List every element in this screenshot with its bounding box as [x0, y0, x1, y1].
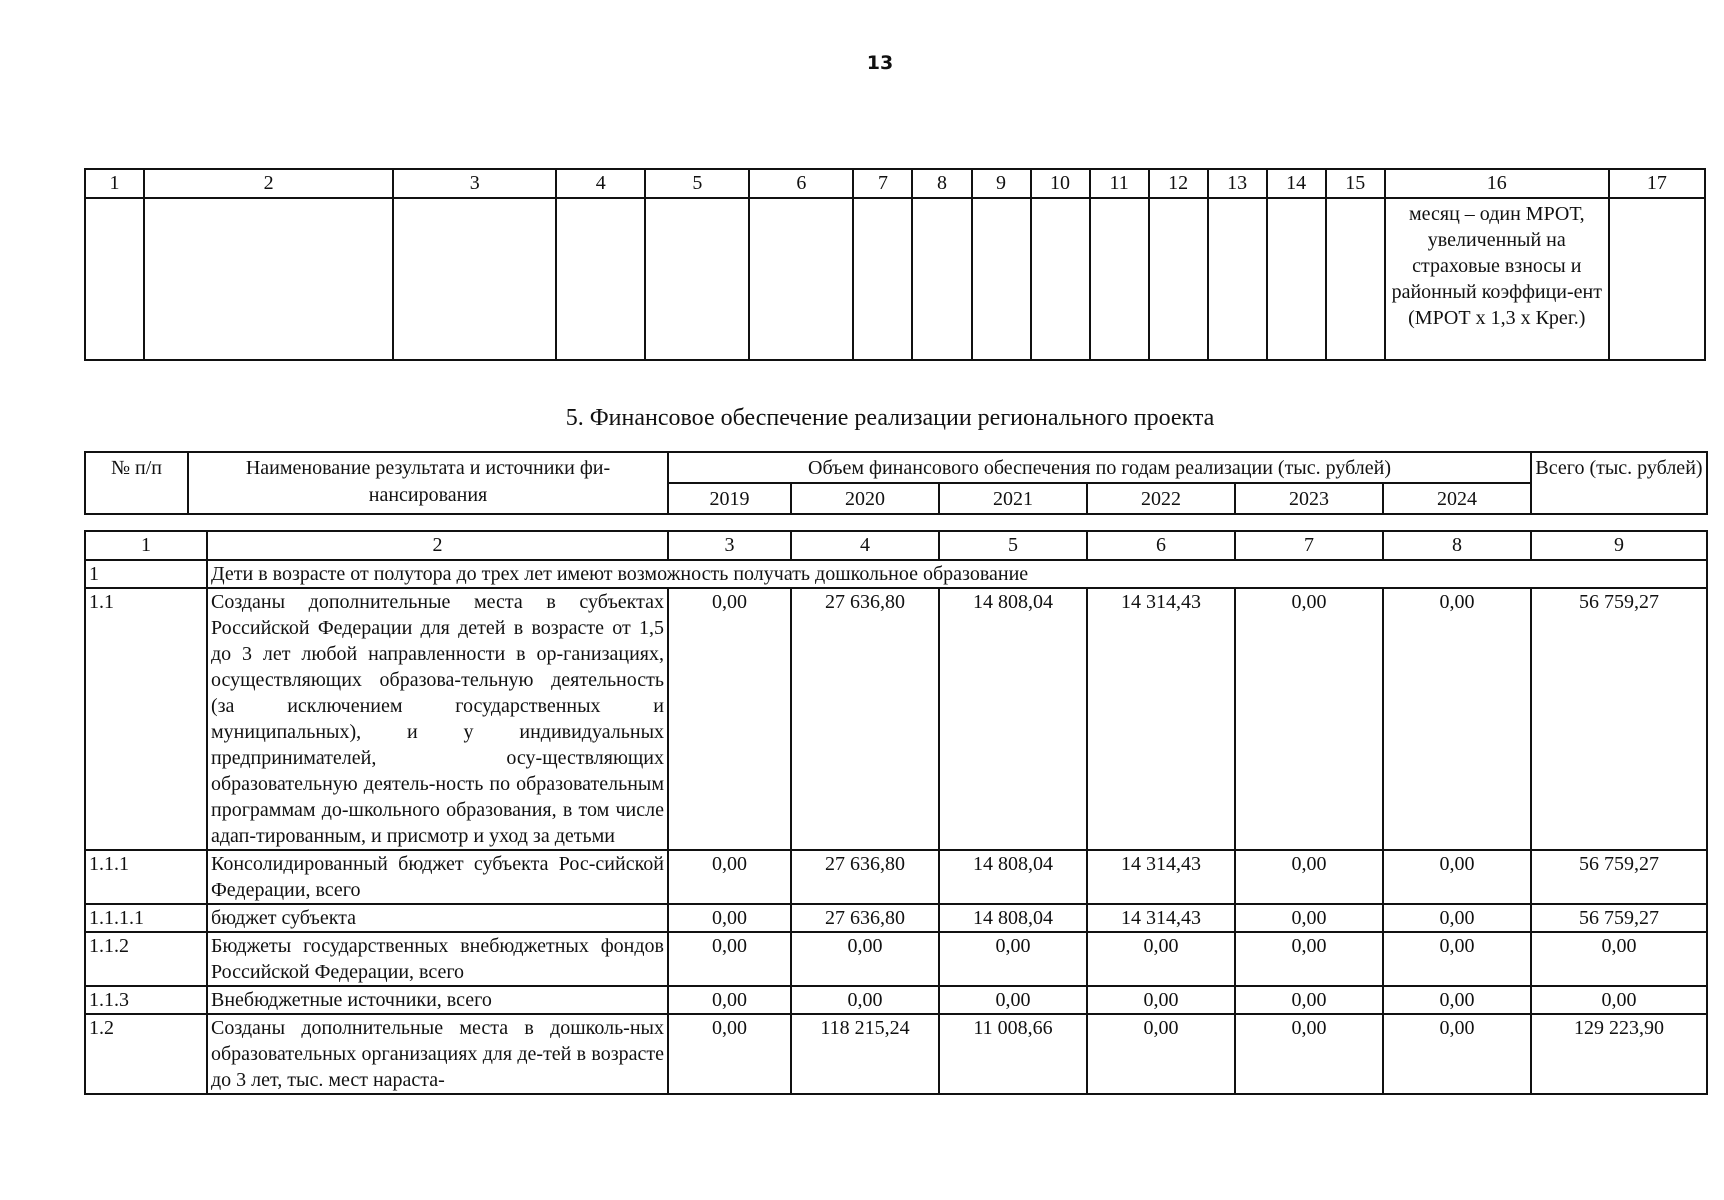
row-value-2022: 0,00 [1087, 986, 1235, 1014]
table-row [85, 1014, 1707, 1094]
top-col-9: 9 [972, 169, 1031, 198]
top-col-2: 2 [144, 169, 393, 198]
table-row [85, 904, 1707, 932]
row-value-2020: 27 636,80 [791, 850, 939, 904]
column-number-row [85, 531, 1707, 560]
col-num-2: 2 [207, 531, 668, 560]
top-col-16: 16 [1385, 169, 1609, 198]
row-value-2023: 0,00 [1235, 1014, 1383, 1094]
col-num-9: 9 [1531, 531, 1707, 560]
page-number: 13 [866, 52, 894, 74]
top-col-15: 15 [1326, 169, 1385, 198]
row-value-2023: 0,00 [1235, 588, 1383, 850]
top-col-8: 8 [912, 169, 971, 198]
row-number: 1.1 [85, 588, 207, 850]
row-number: 1.1.1.1 [85, 904, 207, 932]
table-row [85, 588, 1707, 850]
row-value-2019: 0,00 [668, 932, 791, 986]
col-num-6: 6 [1087, 531, 1235, 560]
row-value-2019: 0,00 [668, 588, 791, 850]
row-total: 56 759,27 [1531, 904, 1707, 932]
section-text: Дети в возрасте от полутора до трех лет имеют возможность получать дошкольное образование [207, 560, 1707, 588]
top-col-14: 14 [1267, 169, 1326, 198]
total-header: Всего (тыс. рублей) [1531, 452, 1707, 514]
top-table-body-row [85, 198, 1705, 360]
row-value-2024: 0,00 [1383, 588, 1531, 850]
row-value-2021: 0,00 [939, 986, 1087, 1014]
row-value-2019: 0,00 [668, 986, 791, 1014]
row-value-2022: 14 314,43 [1087, 850, 1235, 904]
row-value-2024: 0,00 [1383, 932, 1531, 986]
row-name: Бюджеты государственных внебюджетных фондов Российской Федерации, всего [207, 932, 668, 986]
name-header: Наименование результата и источники фи-нансирования [188, 452, 668, 514]
top-col-11: 11 [1090, 169, 1149, 198]
row-value-2021: 0,00 [939, 932, 1087, 986]
row-name: Внебюджетные источники, всего [207, 986, 668, 1014]
year-2024-header: 2024 [1383, 483, 1531, 514]
top-col-7: 7 [853, 169, 912, 198]
row-value-2022: 0,00 [1087, 932, 1235, 986]
row-value-2019: 0,00 [668, 1014, 791, 1094]
top-col-13: 13 [1208, 169, 1267, 198]
top-col-17: 17 [1609, 169, 1705, 198]
row-value-2019: 0,00 [668, 904, 791, 932]
row-value-2020: 0,00 [791, 986, 939, 1014]
row-value-2023: 0,00 [1235, 850, 1383, 904]
row-value-2023: 0,00 [1235, 986, 1383, 1014]
table-row [85, 932, 1707, 986]
row-value-2020: 0,00 [791, 932, 939, 986]
row-value-2021: 14 808,04 [939, 904, 1087, 932]
row-total: 56 759,27 [1531, 588, 1707, 850]
row-value-2022: 14 314,43 [1087, 588, 1235, 850]
year-2023-header: 2023 [1235, 483, 1383, 514]
top-col-10: 10 [1031, 169, 1090, 198]
row-number: 1.1.3 [85, 986, 207, 1014]
row-value-2020: 118 215,24 [791, 1014, 939, 1094]
section-row [85, 560, 1707, 588]
top-col-6: 6 [749, 169, 853, 198]
row-name: Консолидированный бюджет субъекта Рос-сийской Федерации, всего [207, 850, 668, 904]
top-table-header-row [85, 169, 1705, 198]
row-value-2024: 0,00 [1383, 850, 1531, 904]
row-value-2020: 27 636,80 [791, 588, 939, 850]
row-value-2021: 14 808,04 [939, 588, 1087, 850]
top-col-12: 12 [1149, 169, 1208, 198]
col-num-4: 4 [791, 531, 939, 560]
row-name: бюджет субъекта [207, 904, 668, 932]
col-num-7: 7 [1235, 531, 1383, 560]
top-col16-note: месяц – один МРОТ, увеличенный на страховые взносы и районный коэффици-ент (МРОТ х 1,3 х Крег.) [1385, 198, 1609, 360]
col-num-3: 3 [668, 531, 791, 560]
row-total: 129 223,90 [1531, 1014, 1707, 1094]
row-value-2024: 0,00 [1383, 986, 1531, 1014]
num-header: № п/п [85, 452, 188, 514]
row-name: Созданы дополнительные места в дошколь-ных образовательных организациях для де-тей в возрасте до 3 лет, тыс. мест нараста- [207, 1014, 668, 1094]
row-value-2021: 11 008,66 [939, 1014, 1087, 1094]
row-total: 0,00 [1531, 932, 1707, 986]
finance-table [84, 530, 1708, 1095]
row-number: 1.1.2 [85, 932, 207, 986]
row-value-2020: 27 636,80 [791, 904, 939, 932]
row-value-2024: 0,00 [1383, 904, 1531, 932]
row-number: 1.1.1 [85, 850, 207, 904]
col-num-1: 1 [85, 531, 207, 560]
top-col-3: 3 [393, 169, 556, 198]
year-2022-header: 2022 [1087, 483, 1235, 514]
row-value-2021: 14 808,04 [939, 850, 1087, 904]
row-value-2023: 0,00 [1235, 932, 1383, 986]
row-value-2022: 14 314,43 [1087, 904, 1235, 932]
section-num: 1 [85, 560, 207, 588]
top-col-5: 5 [645, 169, 749, 198]
row-name: Созданы дополнительные места в субъектах Российской Федерации для детей в возрасте от 1,5 до 3 лет любой направленности в ор-ганизациях, осуществляющих образова-тельную деятельность (за исключением государственных и муниципальных), и у индивидуальных предпринимателей, осу-ществляющих образовательную деятель-ность по образовательным программам до-школьного образования, в том числе адап-тированным, и присмотр и уход за детьми [207, 588, 668, 850]
year-2021-header: 2021 [939, 483, 1087, 514]
table-row [85, 850, 1707, 904]
finance-header-table [84, 451, 1708, 515]
col-num-8: 8 [1383, 531, 1531, 560]
col-num-5: 5 [939, 531, 1087, 560]
row-total: 56 759,27 [1531, 850, 1707, 904]
year-2019-header: 2019 [668, 483, 791, 514]
row-number: 1.2 [85, 1014, 207, 1094]
year-2020-header: 2020 [791, 483, 939, 514]
table-row [85, 986, 1707, 1014]
row-value-2024: 0,00 [1383, 1014, 1531, 1094]
row-value-2023: 0,00 [1235, 904, 1383, 932]
row-value-2022: 0,00 [1087, 1014, 1235, 1094]
top-col-1: 1 [85, 169, 144, 198]
row-total: 0,00 [1531, 986, 1707, 1014]
row-value-2019: 0,00 [668, 850, 791, 904]
section-title: 5. Финансовое обеспечение реализации регионального проекта [565, 405, 1215, 431]
volume-header: Объем финансового обеспечения по годам реализации (тыс. рублей) [668, 452, 1531, 483]
top-table [84, 168, 1706, 361]
top-col-4: 4 [556, 169, 645, 198]
